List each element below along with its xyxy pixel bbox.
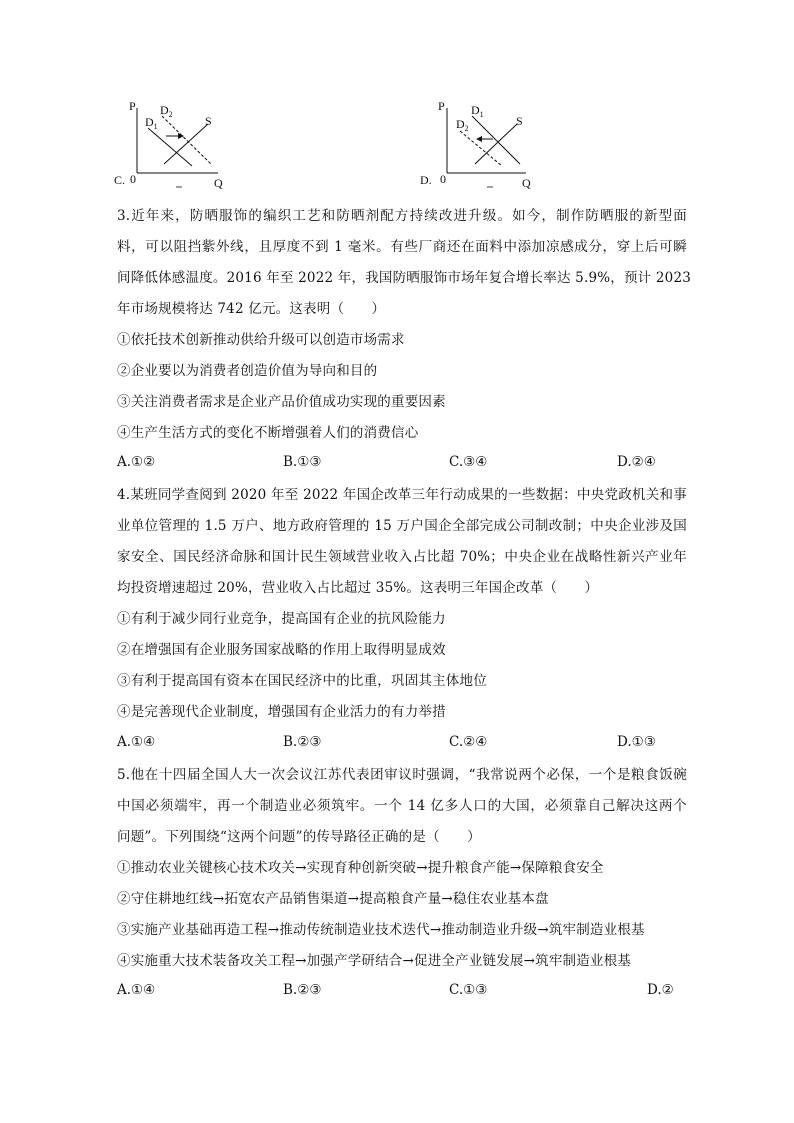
graph-d-s-curve [475,124,517,164]
q4-item-3: ③有利于提高国有资本在国民经济中的比重，巩固其主体地位 [117,673,487,689]
graph-d-arrowhead [476,136,482,142]
graph-c-d1-label: $D_1$ [145,115,158,131]
graph-c-p-label: P [129,99,136,113]
graph-c-svg [114,98,234,193]
q5-option-b[interactable]: B.②③ [283,982,322,998]
q5-item-1: ①推动农业关键核心技术攻关→实现育种创新突破→提升粮食产能→保障粮食安全 [117,860,604,876]
q4-item-1: ①有利于减少同行业竞争，提高国有企业的抗风险能力 [117,611,446,627]
graph-d-d2-curve [460,131,502,166]
q3-option-d[interactable]: D.②④ [617,454,656,470]
graph-c-q-label: Q [214,176,223,190]
q5-item-3: ③实施产业基础再造工程→推动传统制造业技术迭代→推动制造业升级→筑牢制造业根基 [117,922,645,938]
q3-option-b[interactable]: B.①③ [283,454,322,470]
q5-stem-line-3: 问题”。下列围绕“这两个问题”的传导路径正确的是（ ） [117,829,481,845]
q4-options [117,734,692,754]
supply-demand-graph-d [420,98,540,193]
q4-option-b[interactable]: B.②③ [283,734,322,750]
graph-d-option-label: D. [420,173,432,187]
q4-stem-line-3: 家安全、国民经济命脉和国计民生领域营业收入占比超 70%；中央企业在战略性新兴产业年 [117,549,687,565]
q3-stem-line-2: 料，可以阻挡紫外线，且厚度不到 1 毫米。有些厂商还在面料中添加凉感成分，穿上后可瞬 [117,239,687,255]
q4-option-c[interactable]: C.②④ [449,734,488,750]
q5-stem-line-2: 中国必须端牢，再一个制造业必须筑牢。一个 14 亿多人口的大国，必须靠自己解决这两个 [117,798,687,814]
q4-stem-line-4: 均投资增速超过 20%，营业收入占比超过 35%。这表明三年国企改革（ ） [117,580,599,596]
q3-item-1: ①依托技术创新推动供给升级可以创造市场需求 [117,332,405,348]
graph-c-d2-label: $D_2$ [160,103,173,119]
graph-c-s-curve [164,124,208,164]
graph-d-q-label: Q [522,176,531,190]
q4-option-d[interactable]: D.①③ [617,734,656,750]
q4-stem-line-1: 4.某班同学查阅到 2020 年至 2022 年国企改革三年行动成果的一些数据：中央党政机关和事 [117,487,687,503]
q5-stem-line-1: 5.他在十四届全国人大一次会议江苏代表团审议时强调，“我常说两个必保，一个是粮食饭碗 [117,767,687,783]
graph-d-d2-label: $D_2$ [456,117,469,133]
q4-item-2: ②在增强国有企业服务国家战略的作用上取得明显成效 [117,642,446,658]
q3-stem-line-3: 间降低体感温度。2016 年至 2022 年，我国防晒服饰市场年复合增长率达 5.9%，预计 2023 [117,270,692,286]
q5-item-4: ④实施重大技术装备攻关工程→加强产学研结合→促进全产业链发展→筑牢制造业根基 [117,953,632,969]
graph-c-d1-curve [148,128,192,166]
graph-c-option-label: C. [114,173,126,187]
q5-item-2: ②守住耕地红线→拓宽农产品销售渠道→提高粮食产量→稳住农业基本盘 [117,891,549,907]
q3-stem-line-4: 年市场规模将达 742 亿元。这表明（ ） [117,301,386,317]
graph-d-s-label: S [516,114,523,128]
q3-item-3: ③关注消费者需求是企业产品价值成功实现的重要因素 [117,394,446,410]
graph-c-arrowhead [178,133,184,139]
q3-item-4: ④生产生活方式的变化不断增强着人们的消费信心 [117,425,419,441]
supply-demand-graph-c [114,98,234,193]
q5-option-d[interactable]: D.② [647,982,674,998]
q4-option-a[interactable]: A.①④ [117,734,156,750]
graph-c-origin-label: 0 [130,172,136,186]
graph-d-origin-label: 0 [440,172,446,186]
q3-options [117,454,692,474]
q3-item-2: ②企业要以为消费者创造价值为导向和目的 [117,363,378,379]
q5-option-a[interactable]: A.①④ [117,982,156,998]
graph-d-d1-label: $D_1$ [471,103,484,119]
graph-c-s-label: S [205,114,212,128]
q3-option-c[interactable]: C.③④ [449,454,488,470]
q3-option-a[interactable]: A.①② [117,454,156,470]
q5-option-c[interactable]: C.①③ [449,982,488,998]
graph-c-d2-curve [162,116,211,164]
q4-stem-line-2: 业单位管理的 1.5 万户、地方政府管理的 15 万户国企全部完成公司制改制；中央企业涉及国 [117,518,687,534]
graph-d-p-label: P [438,99,445,113]
q4-item-4: ④是完善现代企业制度，增强国有企业活力的有力举措 [117,704,446,720]
graph-d-svg [420,98,540,193]
q5-options [117,982,692,1002]
q3-stem-line-1: 3.近年来，防晒服饰的编织工艺和防晒剂配方持续改进升级。如今，制作防晒服的新型面 [117,208,687,224]
